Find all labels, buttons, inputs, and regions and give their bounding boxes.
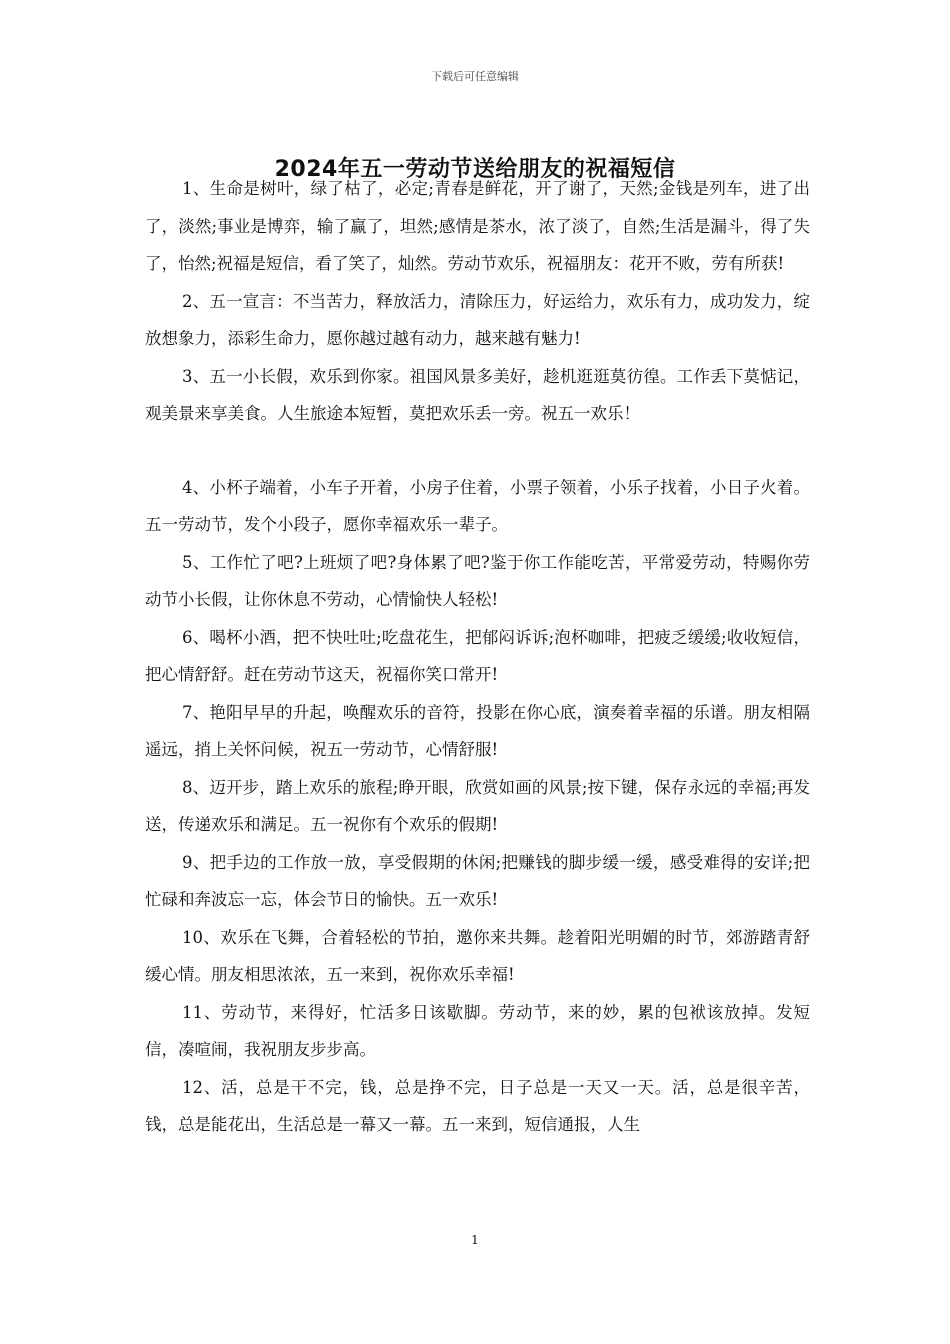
document-body [145, 170, 810, 1144]
paragraph: 6、喝杯小酒，把不快吐吐;吃盘花生，把郁闷诉诉;泡杯咖啡，把疲乏缓缓;收收短信，把心情舒舒。赶在劳动节这天，祝福你笑口常开! [145, 627, 810, 684]
paragraph: 7、艳阳早早的升起，唤醒欢乐的音符，投影在你心底，演奏着幸福的乐谱。朋友相隔遥远，捎上关怀问候，祝五一劳动节，心情舒服! [145, 702, 810, 759]
document-title: 2024年五一劳动节送给朋友的祝福短信 [274, 157, 676, 182]
paragraph: 9、把手边的工作放一放，享受假期的休闲;把赚钱的脚步缓一缓，感受难得的安详;把忙碌和奔波忘一忘，体会节日的愉快。五一欢乐! [145, 852, 810, 909]
paragraph: 8、迈开步，踏上欢乐的旅程;睁开眼，欣赏如画的风景;按下键，保存永远的幸福;再发送，传递欢乐和满足。五一祝你有个欢乐的假期! [145, 777, 810, 834]
paragraph: 10、欢乐在飞舞，合着轻松的节拍，邀你来共舞。趁着阳光明媚的时节，郊游踏青舒缓心情。朋友相思浓浓，五一来到，祝你欢乐幸福! [145, 927, 810, 984]
paragraph: 5、工作忙了吧?上班烦了吧?身体累了吧?鉴于你工作能吃苦，平常爱劳动，特赐你劳动节小长假，让你休息不劳动，心情愉快人轻松! [145, 552, 810, 609]
paragraph: 3、五一小长假，欢乐到你家。祖国风景多美好，趁机逛逛莫彷徨。工作丢下莫惦记，观美景来享美食。人生旅途本短暂，莫把欢乐丢一旁。祝五一欢乐！ [145, 366, 810, 423]
paragraph: 11、劳动节，来得好，忙活多日该歇脚。劳动节，来的妙，累的包袱该放掉。发短信，凑喧闹，我祝朋友步步高。 [145, 1002, 810, 1059]
page-number: 1 [471, 1233, 479, 1247]
paragraph: 1、生命是树叶，绿了枯了，必定;青春是鲜花，开了谢了，天然;金钱是列车，进了出了，淡然;事业是博弈，输了赢了，坦然;感情是茶水，浓了淡了，自然;生活是漏斗，得了失了，怡然;祝福是短信，看了笑了，灿然。劳动节欢乐，祝福朋友：花开不败，劳有所获! [145, 179, 810, 273]
header-note: 下载后可任意编辑 [431, 70, 519, 83]
paragraph: 4、小杯子端着，小车子开着，小房子住着，小票子领着，小乐子找着，小日子火着。五一劳动节，发个小段子，愿你幸福欢乐一辈子。 [145, 477, 810, 534]
paragraph: 2、五一宣言：不当苦力，释放活力，清除压力，好运给力，欢乐有力，成功发力，绽放想象力，添彩生命力，愿你越过越有动力，越来越有魅力! [145, 291, 810, 348]
paragraph-spacer [145, 433, 810, 469]
paragraph: 12、活，总是干不完，钱，总是挣不完，日子总是一天又一天。活，总是很辛苦，钱，总是能花出，生活总是一幕又一幕。五一来到，短信通报，人生 [145, 1077, 810, 1134]
